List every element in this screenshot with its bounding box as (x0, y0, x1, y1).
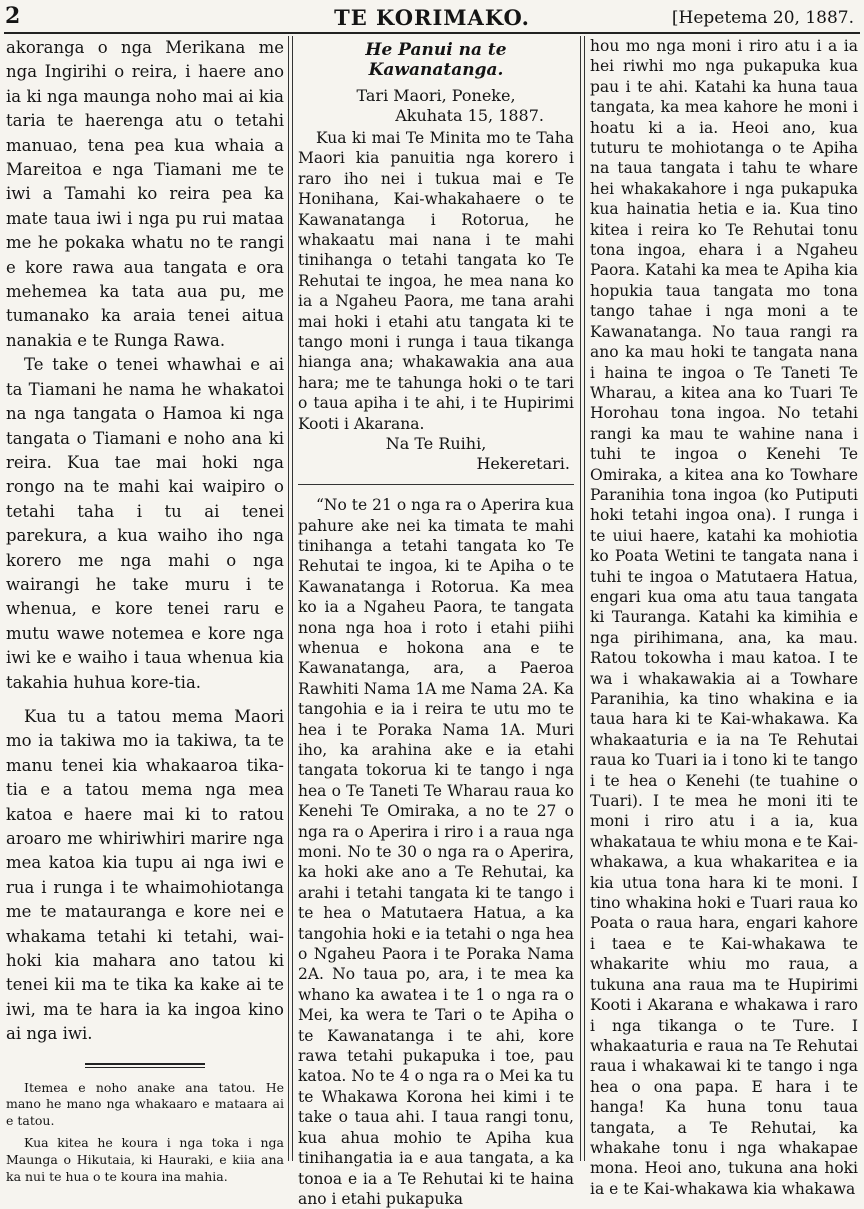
column-3 (590, 36, 858, 1199)
column-1 (6, 36, 284, 1191)
notice-date: Akuhata 15, 1887. (395, 106, 544, 125)
issue-date: [Hepetema 20, 1887. (671, 8, 854, 28)
news-note: Itemea e noho anake ana tatou. He mano he mano nga whakaaro e mataara ai e tatou. (6, 1079, 284, 1128)
page-header (0, 0, 864, 34)
report-text: “No te 21 o nga ra o Aperira kua pahure ake nei ka timata te mahi tinihanga a tetahi tangata ko Te Rehutai te ingoa, ki te Apiha o te Kawanatanga i Rotorua. Ka mea ko ia a Ngaheu Paora, te tangata nona nga hoa i roto i etahi piihi whenua e hokona ana e te Kawanatanga, ara, a Paeroa Rawhiti Nama 1A me Nama 2A. Ka tangohia e ia i reira te utu mo te hea i te Poraka Nama 1A. Muri iho, ka arahina ake e ia etahi tangata tokorua ki te tango i nga hea o Te Taneti Te Wharau raua ko Kenehi Te Omiraka, a no te 27 o nga ra o Aperira i riro i a raua nga moni. No te 30 o nga ra o Aperira, ka hoki ake ano a Te Rehutai, ka arahi i tetahi tangata ki te tango i te hea o Matutaera Hatua, a ka tangohia hoki e ia tetahi o nga hea o Ngaheu Paora i te Poraka Nama 2A. No taua po, ara, i te mea ka whano ka awatea i te 1 o nga ra o Mei, ka wera te Tari o te Apiha o te Kawanatanga i te ahi, kore rawa tetahi pukapuka i toe, pau katoa. No te 4 o nga ra o Mei ka tu te Whakawa Korona hei kimi i te take o taua ahi. I taua rangi tonu, kua ahua mohio te Apiha kua tinihangatia ia e aua tangata, a ka tonoa e ia a Te Rehutai ki te haina ano i etahi pukapuka (298, 496, 574, 1208)
notice-signature-role: Hekeretari. (476, 454, 570, 474)
newspaper-title: TE KORIMAKO. (334, 5, 530, 30)
article-paragraph: Te take o tenei whawhai e ai ta Tiamani he nama he whakatoi na nga tangata o Hamoa ki nga tangata o Tiamani e noho ana ki reira. Kua tae mai hoki nga rongo na te mahi kai waipiro o tetahi taha i tu ai tenei parekura, a kua waiho iho nga korero me nga mahi o nga wairangi he take muru i te whenua, e kore tenei raru e mutu wawe notemea e kore nga iwi ke e waiho i taua whenua kia takahia huhua kore-tia. (6, 355, 284, 692)
article-paragraph: akoranga o nga Merikana me nga Ingirihi o reira, i haere ano ia ki nga maunga noho mai ai kia taria te haerenga atu o tetahi manuao, tena pea kua whaia a Mareitoa e nga Tiamani me te iwi a Tamahi ko reira pea ka mate taua iwi i nga pu rui mataa me he pokaka whatu no te rangi e kore rawa aua tangata e ora mehemea ka tata aua pu, me tumanako ka araia tenei aitua nanakia e te Runga Rawa. (6, 38, 284, 350)
section-separator (298, 484, 574, 485)
page-number: 2 (5, 3, 21, 29)
report-continued: hou mo nga moni i riro atu i a ia hei riwhi mo nga pukapuka kua pau i te ahi. Katahi ka huna taua tangata, ka mea kahore he moni i hoatu ki a ia. Heoi ano, kua tuturu te mohiotanga o te Apiha na taua tangata i tahu te whare hei whakakahore i nga pukapuka kua hainatia hetia e ia. Kua tino kitea i reira ko Te Rehutai tonu tona ingoa, ehara i a Ngaheu Paora. Katahi ka mea te Apiha kia hopukia taua tangata mo tona tango tahae i nga moni a te Kawanatanga. No taua rangi ra ano ka mau hoki te tangata nana i haina te ingoa o Te Taneti Te Wharau, a kitea ana ko Tuari Te Horohau tona ingoa. No tetahi rangi ka mau te wahine nana i tuhi te ingoa o Kenehi Te Omiraka, a kitea ana ko Towhare Paranihia tona ingoa (ko Putiputi hoki tetahi ingoa ona). I runga i te uiui haere, katahi ka mohiotia ko Poata Wetini te tangata nana i tuhi te ingoa o Matutaera Hatua, engari kua oma atu taua tangata ki Tauranga. Katahi ka kimihia e nga pirihimana, ana, ka mau. Ratou tokowha i mau katoa. I te wa i whakawakia ai a Towhare Paranihia, ka tino whakina e ia taua hara ki te Kai-whakawa. Ka whakaaturia e ia na Te Rehutai raua ko Tuari ia i tono ki te tango i te hea o Kenehi (te tuahine o Tuari). I te mea he moni iti te moni i riro atu i a ia, kua whakataua te whiu mona e te Kai-whakawa, a kua whakaritea e ia kia utua tona hara ki te moni. I tino whakina hoki e Tuari raua ko Poata o raua hara, engari kahore i taea e te Kai-whakawa te whakarite whiu mo raua, a tukuna ana raua ma te Hupirimi Kooti i Akarana e whakawa i raro i nga tikanga o te Ture. I whakaaturia e raua na Te Rehutai raua i whakawai ki te tango i nga hea o ona papa. E hara i te hanga! Ka huna tonu taua tangata, a Te Rehutai, ka whakahe tonu i nga whakapae mona. Heoi ano, tukuna ana hoki ia e te Kai-whakawa kia whakawa (590, 37, 858, 1198)
column-divider (292, 36, 293, 1161)
notice-signature: Na Te Ruihi, (385, 434, 487, 454)
notice-office: Tari Maori, Poneke, (356, 86, 516, 105)
news-note: Kua kitea he koura i nga toka i nga Maunga o Hikutaia, ki Hauraki, e kiia ana ka nui te hua o te koura ina mahia. (6, 1135, 284, 1184)
column-2 (298, 36, 574, 1209)
column-divider (584, 36, 585, 1161)
notice-body: Kua ki mai Te Minita mo te Taha Maori kia panuitia nga korero i raro iho nei i tukua mai e Te Honihana, Kai-whakahaere o te Kawanatanga i Rotorua, he whakaatu mai nana i te mahi tinihanga o tetahi tangata ko Te Rehutai te ingoa, he mea nana ko ia a Ngaheu Paora, me tana arahi mai hoki i etahi atu tangata ki te tango moni i runga i taua tikanga hianga ana; whakawakia ana aua hara; me te tahunga hoki o te tari o taua apiha i te ahi, i te Hupirimi Kooti i Akarana. (298, 129, 574, 433)
header-rule (4, 32, 860, 34)
column-divider (288, 36, 289, 1161)
section-separator (85, 1063, 205, 1068)
column-divider (580, 36, 581, 1161)
article-paragraph: Kua tu a tatou mema Maori mo ia takiwa mo ia takiwa, ta te manu tenei kia whakaaroa tika-tia e a tatou mema nga mea katoa e haere mai ki to ratou aroaro me whiriwhiri marire nga mea katoa kia tupu ai nga iwi e rua i runga i te whaimohiotanga me te matauranga e kore nei e whakama tetahi ki tetahi, wai-hoki kia mahara ano tatou ki tenei kii ma te tika ka kake ai te iwi, ma te hara ia ka ingoa kino ai nga iwi. (6, 706, 284, 1044)
notice-title: He Panui na te Kawanatanga. (365, 40, 507, 80)
